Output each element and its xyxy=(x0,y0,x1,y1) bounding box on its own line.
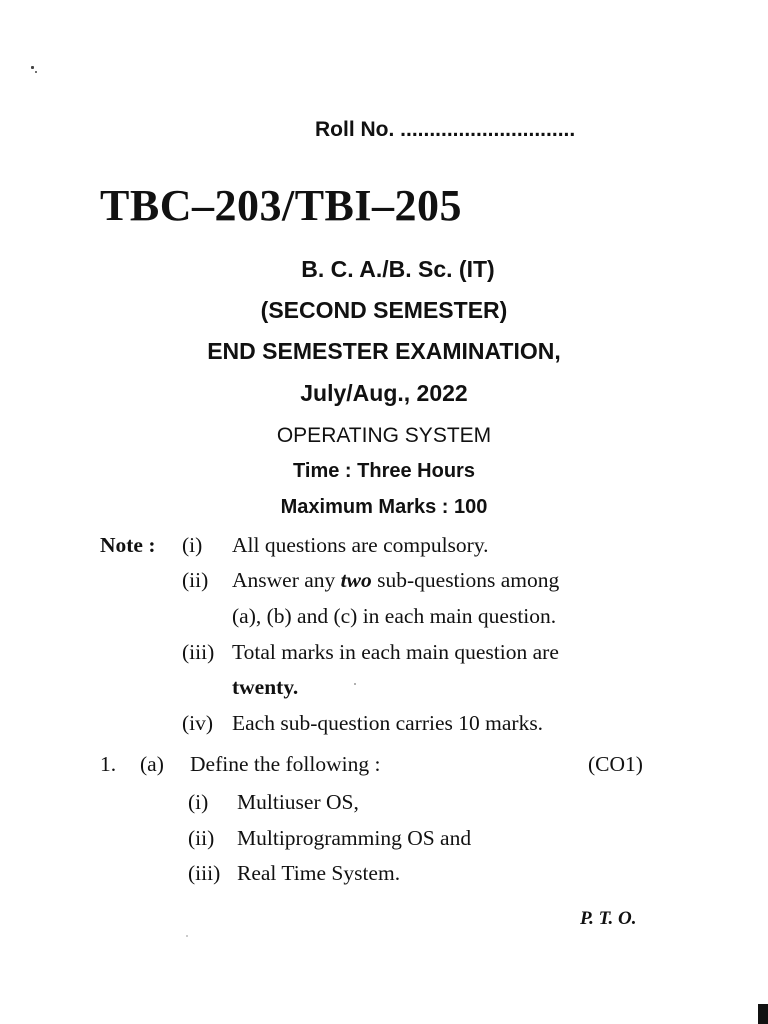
note-emphasis: two xyxy=(340,568,372,592)
note-text-part: sub-questions among xyxy=(371,568,560,592)
note-text-part: Answer any xyxy=(232,568,341,592)
please-turn-over: P. T. O. xyxy=(580,908,637,929)
question-text: Define the following : xyxy=(190,752,381,776)
note-item-number: (iii) xyxy=(182,640,215,664)
course-outcome-tag: (CO1) xyxy=(588,752,643,776)
semester-label: (SECOND SEMESTER) xyxy=(260,297,508,323)
maximum-marks: Maximum Marks : 100 xyxy=(280,496,488,518)
note-item-text-continued: (a), (b) and (c) in each main question. xyxy=(232,604,557,628)
roll-number-field: Roll No. .............................. xyxy=(315,118,576,141)
note-label: Note : xyxy=(100,533,156,557)
scan-edge-mark xyxy=(758,1004,768,1024)
subpart-number: (iii) xyxy=(188,861,221,885)
note-item-number: (ii) xyxy=(182,568,209,592)
note-item-text: All questions are compulsory. xyxy=(232,533,489,557)
program-name: B. C. A./B. Sc. (IT) xyxy=(301,256,495,282)
note-item-text xyxy=(232,568,559,593)
note-item-number: (iv) xyxy=(182,711,214,735)
note-item-text-continued: twenty. xyxy=(232,675,299,699)
time-allowed: Time : Three Hours xyxy=(293,460,475,482)
paper-code: TBC–203/TBI–205 xyxy=(100,181,463,230)
question-part-label: (a) xyxy=(140,752,164,776)
subpart-text: Real Time System. xyxy=(237,861,401,885)
subpart-number: (i) xyxy=(188,790,209,814)
scan-speck xyxy=(354,683,356,685)
question-number: 1. xyxy=(100,752,117,776)
subpart-number: (ii) xyxy=(188,826,215,850)
note-item-text: Total marks in each main question are xyxy=(232,640,559,664)
note-item-text: Each sub-question carries 10 marks. xyxy=(232,711,544,735)
scan-speck xyxy=(35,71,37,73)
subpart-text: Multiuser OS, xyxy=(237,790,359,814)
scan-speck xyxy=(31,66,34,69)
note-item-number: (i) xyxy=(182,533,203,557)
exam-title: END SEMESTER EXAMINATION, xyxy=(207,338,561,364)
exam-session: July/Aug., 2022 xyxy=(300,380,468,406)
subject-title: OPERATING SYSTEM xyxy=(276,424,492,447)
scan-speck xyxy=(186,935,188,937)
subpart-text: Multiprogramming OS and xyxy=(237,826,472,850)
